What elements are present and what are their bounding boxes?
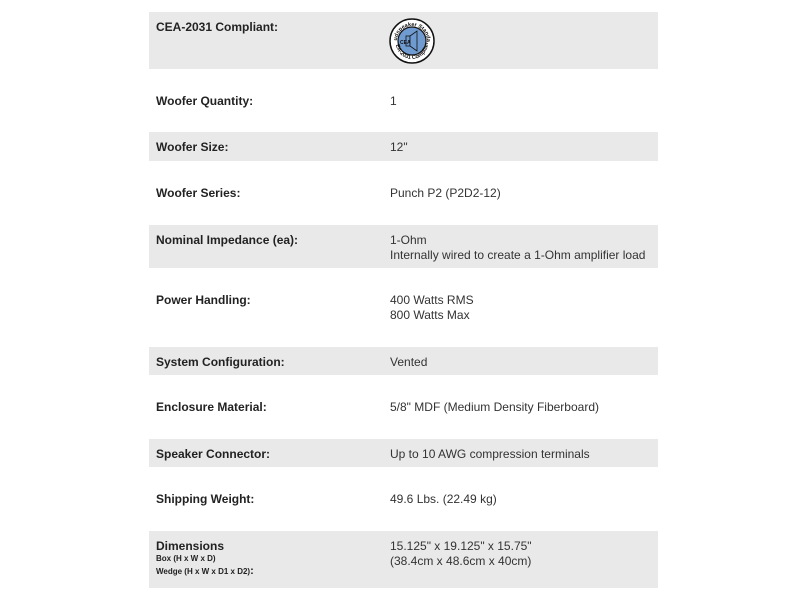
spec-label: Nominal Impedance (ea): [156, 233, 299, 247]
spec-value: 49.6 Lbs. (22.49 kg) [390, 492, 497, 506]
spec-value: Vented [390, 355, 428, 369]
spec-label: Woofer Size: [156, 140, 229, 154]
spec-value: 400 Watts RMS 800 Watts Max [390, 293, 474, 322]
spec-row-woofer-series [149, 161, 658, 225]
spec-row-woofer-quantity [149, 69, 658, 132]
dimensions-sublabel-wedge: Wedge (H x W x D1 x D2): [156, 565, 254, 577]
spec-value: 5/8" MDF (Medium Density Fiberboard) [390, 400, 599, 414]
spec-label: System Configuration: [156, 355, 285, 369]
spec-row-nominal-impedance [149, 225, 658, 268]
spec-value: 1-Ohm Internally wired to create a 1-Ohm amplifier load [390, 233, 646, 262]
spec-value: 1 [390, 94, 397, 108]
spec-row-enclosure-material [149, 375, 658, 439]
spec-row-power-handling [149, 268, 658, 347]
spec-label [156, 531, 390, 588]
spec-row-system-configuration [149, 347, 658, 375]
spec-label: CEA-2031 Compliant: [156, 20, 279, 34]
dimensions-sublabel-box: Box (H x W x D) [156, 554, 216, 563]
badge-top-text: udspeaker Standa [392, 21, 432, 43]
cea-2031-badge-icon [388, 17, 436, 65]
spec-row-speaker-connector [149, 439, 658, 467]
spec-value: Punch P2 (P2D2-12) [390, 186, 501, 200]
spec-value: 15.125" x 19.125" x 15.75" (38.4cm x 48.6cm x 40cm) [390, 539, 532, 568]
spec-value [390, 12, 651, 69]
badge-logo-text: CEA [400, 40, 411, 46]
spec-label: Woofer Quantity: [156, 94, 254, 108]
spec-row-dimensions [149, 531, 658, 588]
dimensions-label: Dimensions [156, 539, 225, 553]
spec-label: Shipping Weight: [156, 492, 255, 506]
spec-label: Woofer Series: [156, 186, 241, 200]
spec-table [149, 12, 658, 588]
spec-label: Power Handling: [156, 293, 251, 307]
spec-value: 12" [390, 140, 408, 154]
spec-row-cea-compliance [149, 12, 658, 69]
spec-label: Enclosure Material: [156, 400, 267, 414]
spec-label: Speaker Connector: [156, 447, 271, 461]
spec-row-shipping-weight [149, 467, 658, 531]
spec-value: Up to 10 AWG compression terminals [390, 447, 590, 461]
badge-bottom-text: EA-2031 Complian [394, 42, 431, 62]
spec-row-woofer-size [149, 132, 658, 161]
